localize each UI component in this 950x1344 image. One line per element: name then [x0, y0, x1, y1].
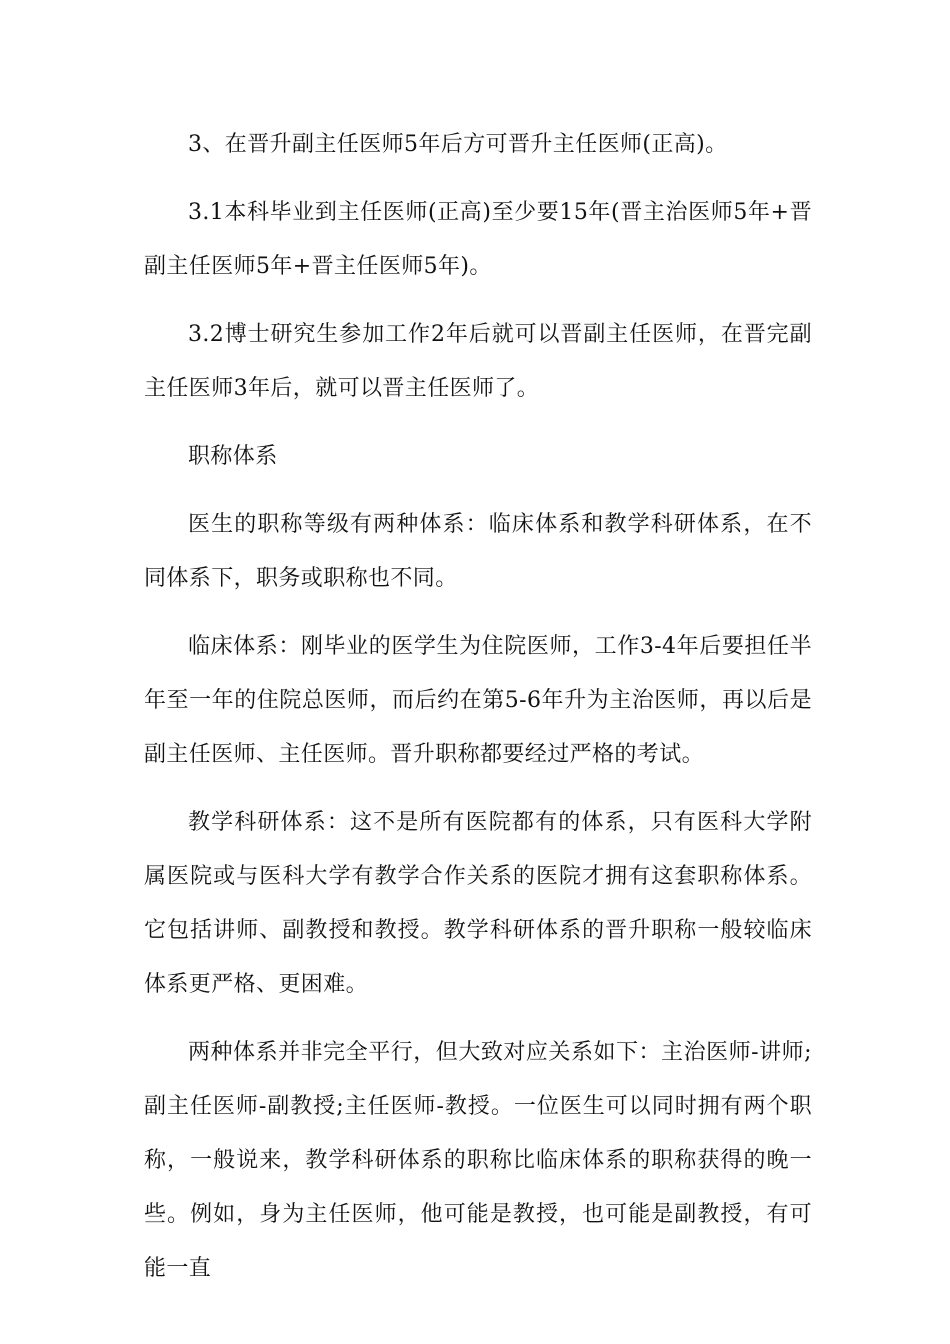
paragraph-two-systems: 医生的职称等级有两种体系：临床体系和教学科研体系，在不同体系下，职务或职称也不同。 [144, 512, 812, 591]
paragraph-correspondence: 两种体系并非完全平行，但大致对应关系如下：主治医师-讲师;副主任医师-副教授;主任医师-教授。一位医生可以同时拥有两个职称，一般说来，教学科研体系的职称比临床体系的职称获得的晚一些。例如，身为主任医师，他可能是教授，也可能是副教授，有可能一直 [144, 1040, 812, 1281]
document-body [144, 118, 812, 1310]
paragraph-clinical-system: 临床体系：刚毕业的医学生为住院医师，工作3-4年后要担任半年至一年的住院总医师，而后约在第5-6年升为主治医师，再以后是副主任医师、主任医师。晋升职称都要经过严格的考试。 [144, 634, 812, 767]
paragraph-bachelor-path: 3.1本科毕业到主任医师(正高)至少要15年(晋主治医师5年+晋副主任医师5年+晋主任医师5年)。 [144, 200, 812, 279]
paragraph-promotion-rule: 3、在晋升副主任医师5年后方可晋升主任医师(正高)。 [188, 132, 728, 157]
paragraph-doctorate-path: 3.2博士研究生参加工作2年后就可以晋副主任医师，在晋完副主任医师3年后，就可以晋主任医师了。 [144, 322, 812, 401]
paragraph-academic-system: 教学科研体系：这不是所有医院都有的体系，只有医科大学附属医院或与医科大学有教学合作关系的医院才拥有这套职称体系。它包括讲师、副教授和教授。教学科研体系的晋升职称一般较临床体系更严格、更困难。 [144, 810, 812, 997]
section-heading: 职称体系 [188, 444, 278, 469]
